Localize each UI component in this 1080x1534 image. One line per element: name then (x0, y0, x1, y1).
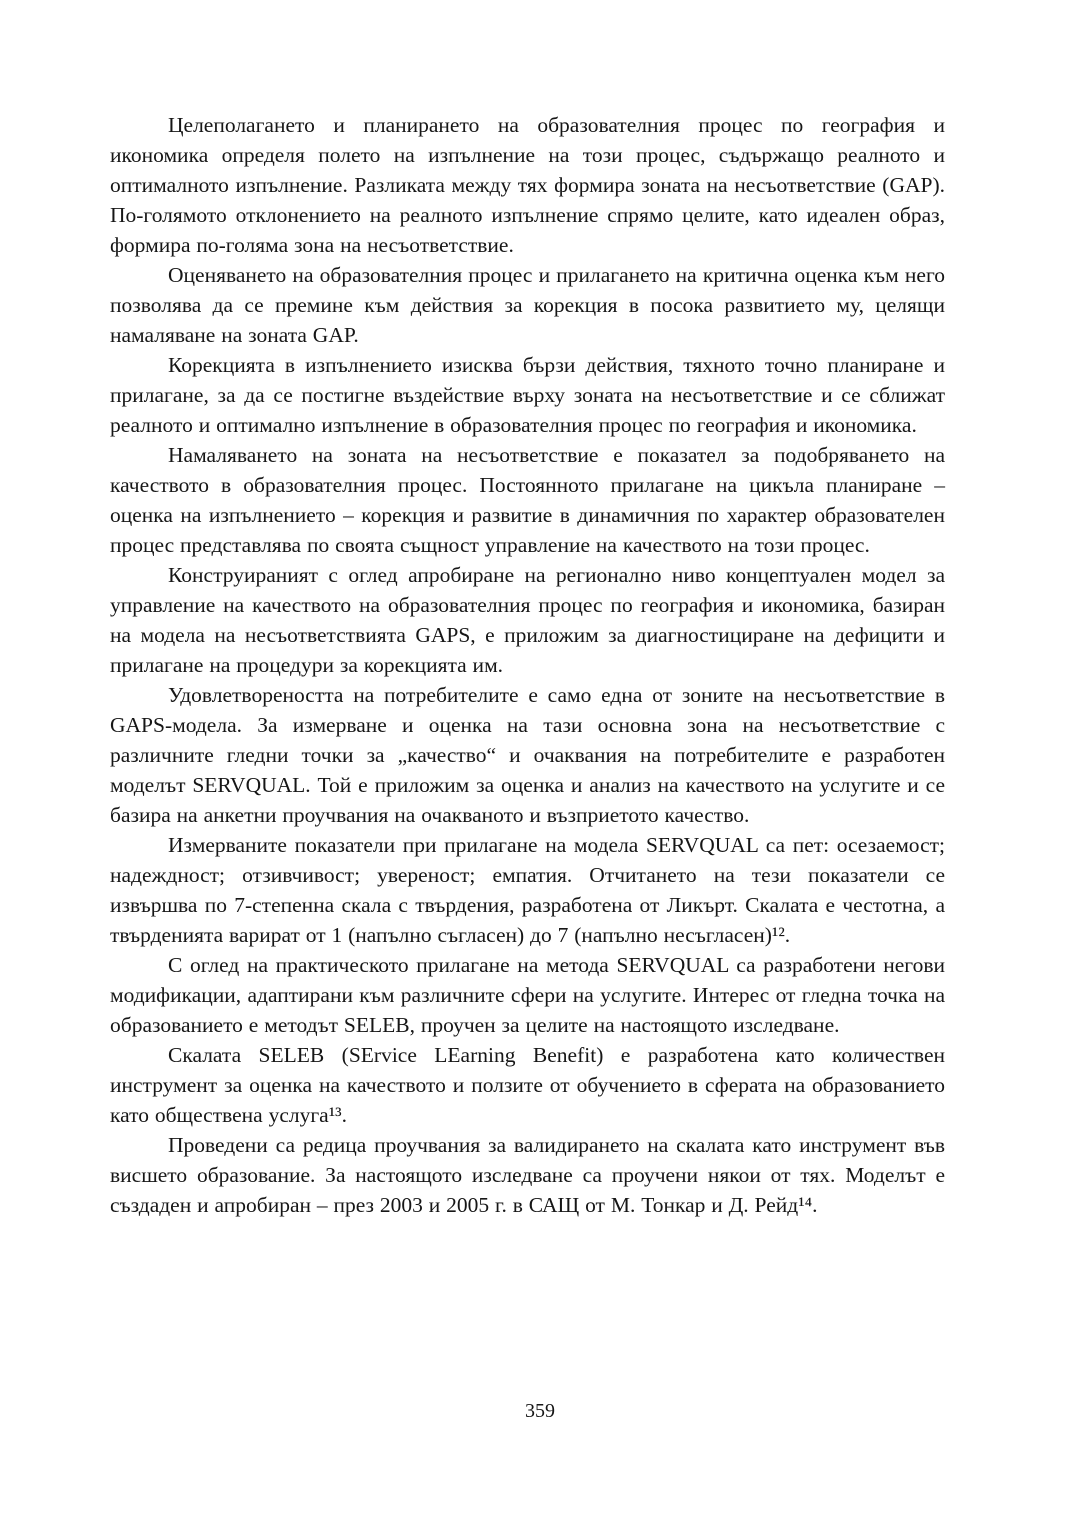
paragraph-1: Целеполагането и планирането на образователния процес по география и икономика определя полето на изпълнение на този процес, съдържащо реалното и оптималното изпълнение. Разликата между тях формира зоната на несъответствие (GAP). По-голямото отклонението на реалното изпълнение спрямо целите, като идеален образ, формира по-голяма зона на несъответствие. (110, 113, 945, 257)
paragraph-8: С оглед на практическото прилагане на метода SERVQUAL са разработени негови модификации, адаптирани към различните сфери на услугите. Интерес от гледна точка на образованието е методът SELEB, проучен за целите на настоящото изследване. (110, 953, 945, 1037)
paragraph-6: Удовлетвореността на потребителите е само една от зоните на несъответствие в GAPS-модела. За измерване и оценка на тази основна зона на несъответствие с различните гледни точки за „качество“ и очаквания на потребителите е разработен моделът SERVQUAL. Той е приложим за оценка и анализ на качеството на услугите и се базира на анкетни проучвания на очакваното и възприетото качество. (110, 683, 945, 827)
paragraph-4: Намаляването на зоната на несъответствие е показател за подобряването на качеството в образователния процес. Постоянното прилагане на цикъла планиране – оценка на изпълнението – корекция и развитие в динамичния по характер образователен процес представлява по своята същност управление на качеството на този процес. (110, 443, 945, 557)
paragraph-9: Скалата SELEB (SErvice LEarning Benefit) е разработена като количествен инструмент за оценка на качеството и ползите от обучението в сферата на образованието като обществена услуга¹³. (110, 1043, 945, 1127)
page-number: 359 (525, 1400, 555, 1422)
paragraph-3: Корекцията в изпълнението изисква бързи действия, тяхното точно планиране и прилагане, за да се постигне въздействие върху зоната на несъответствие и се сближат реалното и оптимално изпълнение в образователния процес по география и икономика. (110, 353, 945, 437)
paragraph-10: Проведени са редица проучвания за валидирането на скалата като инструмент във висшето образование. За настоящото изследване са проучени някои от тях. Моделът е създаден и апробиран – през 2003 и 2005 г. в САЩ от М. Тонкар и Д. Рейд¹⁴. (110, 1133, 945, 1217)
paragraph-5: Конструираният с оглед апробиране на регионално ниво концептуален модел за управление на качеството на образователния процес по география и икономика, базиран на модела на несъответствията GAPS, е приложим за диагностициране на дефицити и прилагане на процедури за корекцията им. (110, 563, 945, 677)
paragraph-7: Измерваните показатели при прилагане на модела SERVQUAL са пет: осезаемост; надеждност; отзивчивост; увереност; емпатия. Отчитането на тези показатели се извършва по 7-степенна скала с твърдения, разработена от Ликърт. Скалата е честотна, а твърденията варират от 1 (напълно съгласен) до 7 (напълно несъгласен)¹². (110, 833, 945, 947)
body-text (110, 110, 945, 1220)
paragraph-2: Оценяването на образователния процес и прилагането на критична оценка към него позволява да се премине към действия за корекция в посока развитието му, целящи намаляване на зоната GAP. (110, 263, 945, 347)
